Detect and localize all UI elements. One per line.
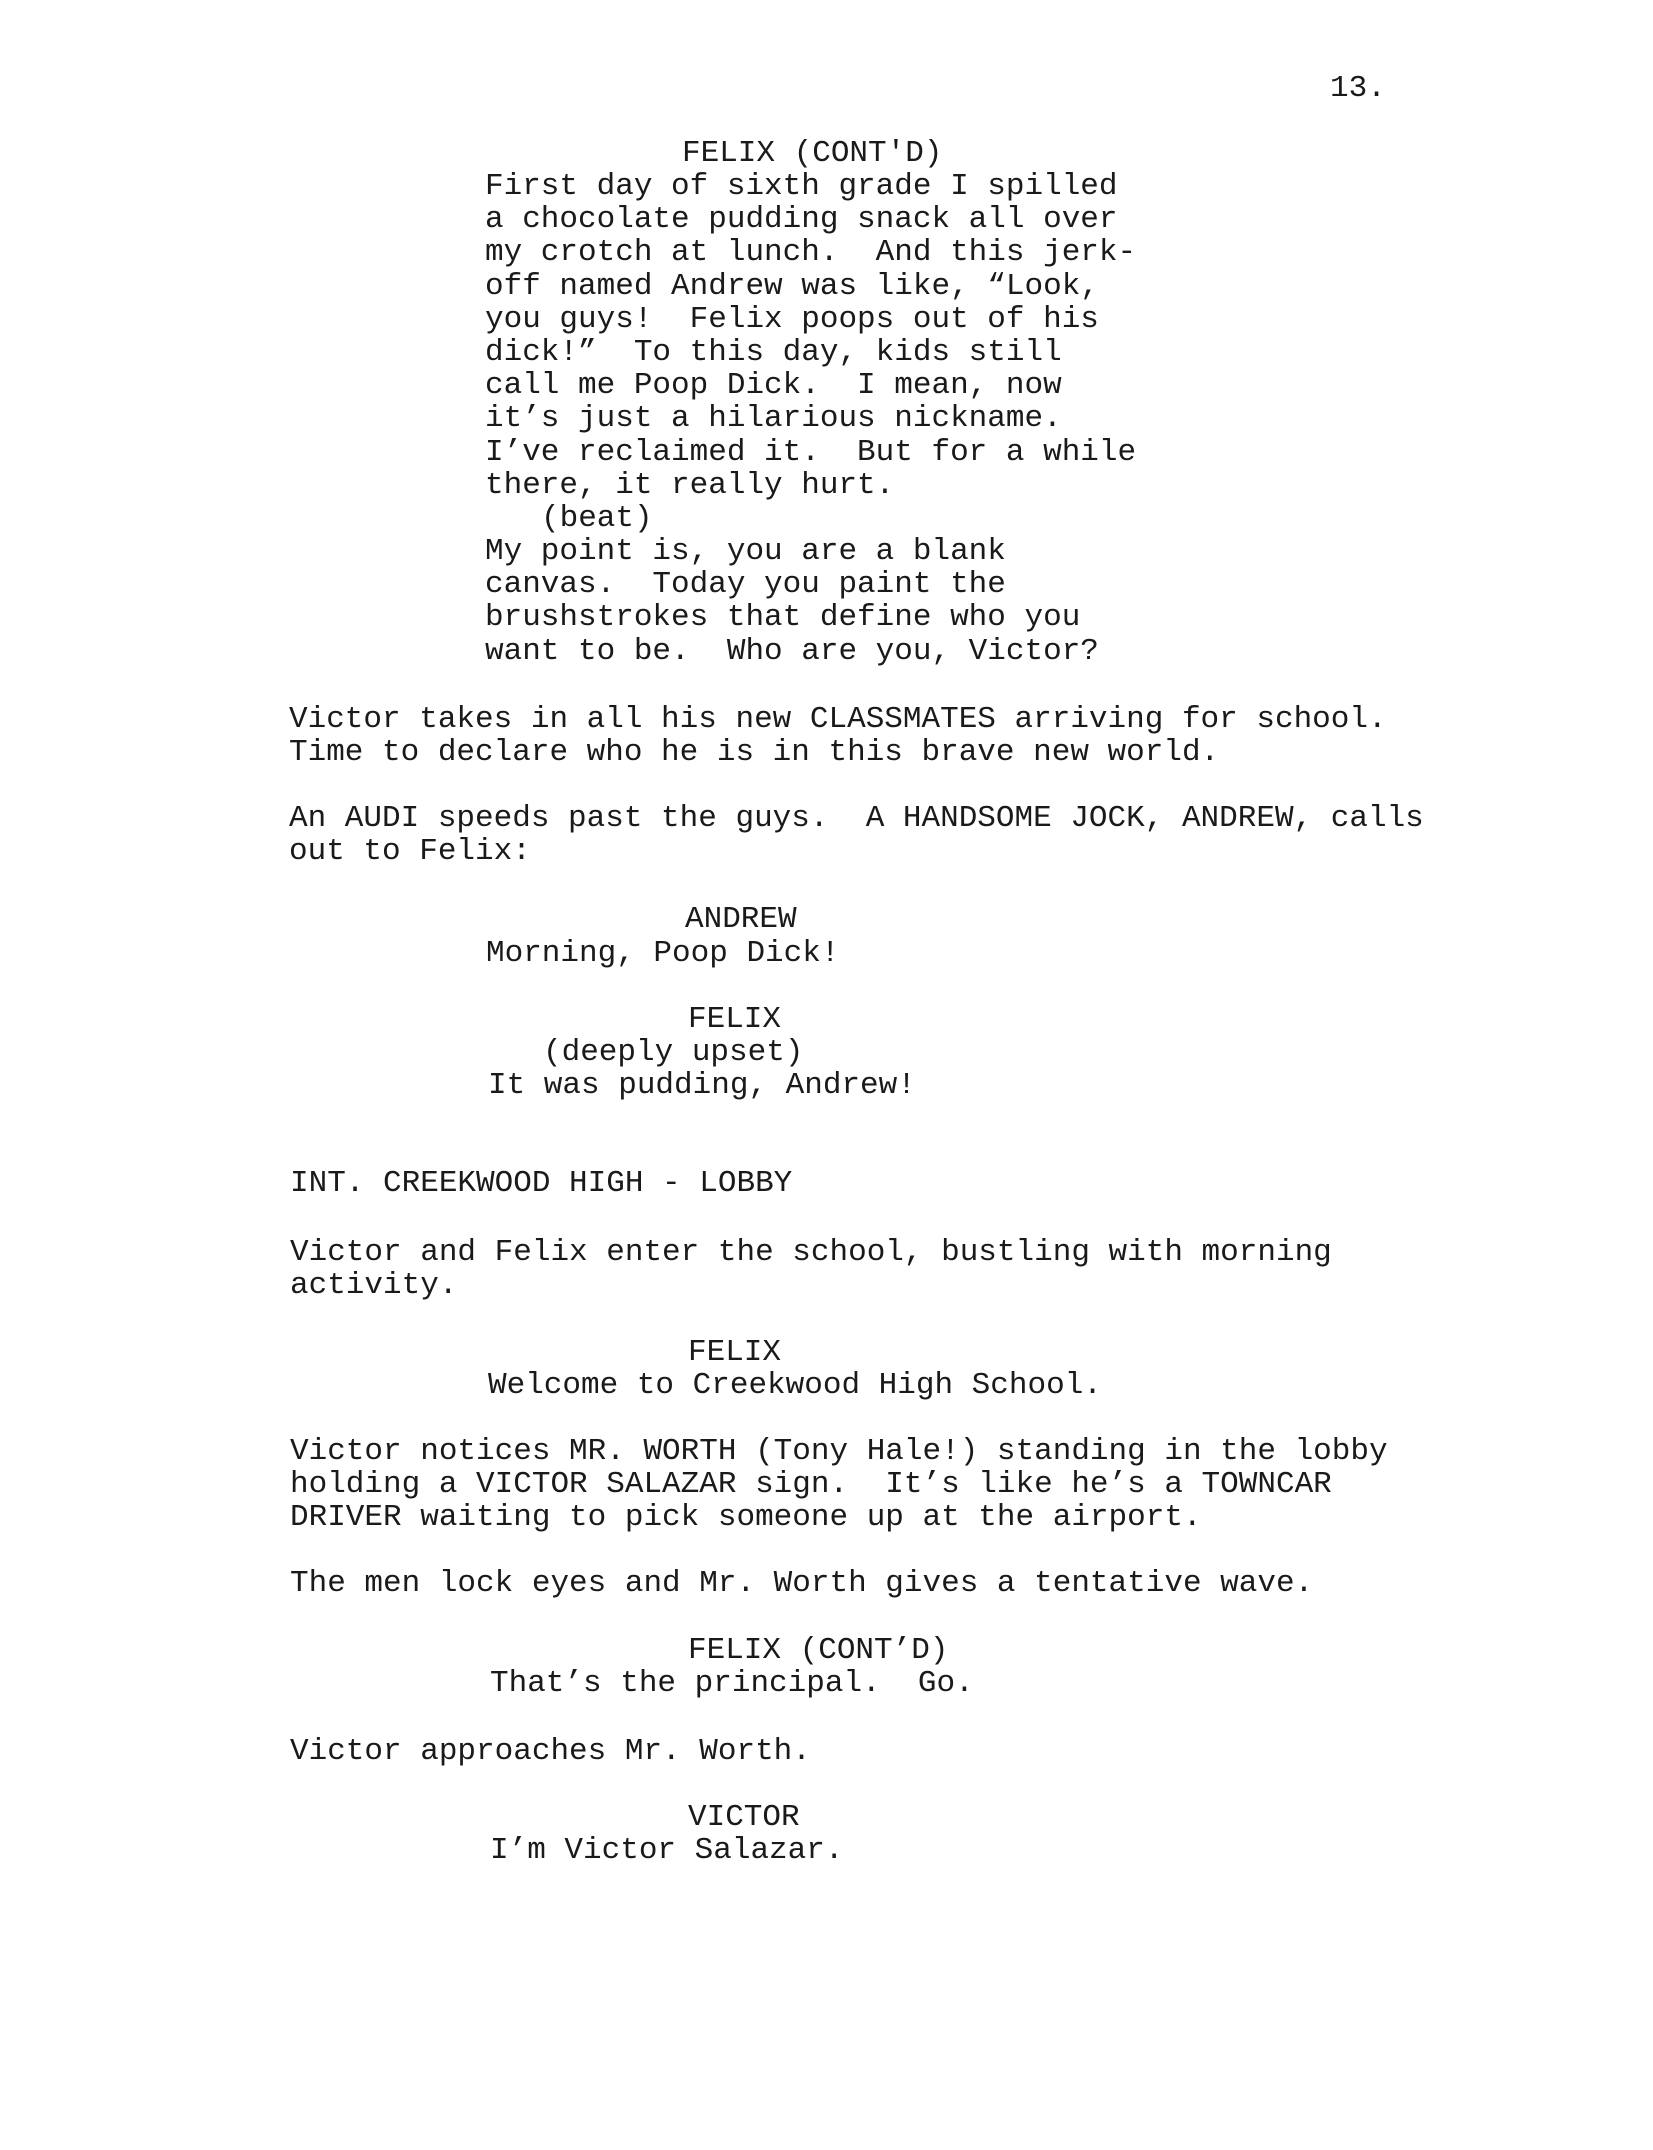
character-name: FELIX [688, 1002, 782, 1037]
action-line: Victor notices MR. WORTH (Tony Hale!) standing in the lobby holding a VICTOR SALAZAR sign. It’s like he’s a TOWNCAR DRIVER waiting to pick someone up at the airport. [290, 1434, 1388, 1536]
character-name: ANDREW [685, 902, 797, 937]
dialogue-text: That’s the principal. Go. [490, 1666, 974, 1701]
dialogue-text: My point is, you are a blank canvas. Today you paint the brushstrokes that define who you want to be. Who are you, Victor? [485, 534, 1099, 669]
dialogue-text: Morning, Poop Dick! [486, 936, 840, 971]
character-name: FELIX (CONT’D) [688, 1633, 949, 1668]
parenthetical: (beat) [541, 501, 653, 536]
character-name: FELIX [688, 1335, 782, 1370]
action-line: Victor and Felix enter the school, bustling with morning activity. [290, 1235, 1332, 1304]
page-number: 13. [1330, 71, 1386, 106]
parenthetical: (deeply upset) [543, 1035, 804, 1070]
dialogue-text: First day of sixth grade I spilled a chocolate pudding snack all over my crotch at lunch. And this jerk- off named Andrew was like, “Look, you guys! Felix poops out of his dick!” To this day, kids still call me Poop Dick. I mean, now it’s just a hilarious nickname. I’ve reclaimed it. But for a while there, it really hurt. [485, 169, 1137, 503]
action-line: An AUDI speeds past the guys. A HANDSOME JOCK, ANDREW, calls out to Felix: [289, 801, 1424, 870]
action-line: Victor approaches Mr. Worth. [290, 1734, 811, 1769]
scene-heading: INT. CREEKWOOD HIGH - LOBBY [290, 1166, 793, 1201]
dialogue-text: Welcome to Creekwood High School. [488, 1368, 1102, 1403]
action-line: The men lock eyes and Mr. Worth gives a tentative wave. [290, 1566, 1314, 1601]
character-name: VICTOR [688, 1800, 800, 1835]
action-line: Victor takes in all his new CLASSMATES arriving for school. Time to declare who he is in this brave new world. [289, 702, 1387, 771]
dialogue-text: It was pudding, Andrew! [488, 1068, 916, 1103]
dialogue-text: I’m Victor Salazar. [490, 1833, 844, 1868]
character-name: FELIX (CONT'D) [682, 136, 943, 171]
